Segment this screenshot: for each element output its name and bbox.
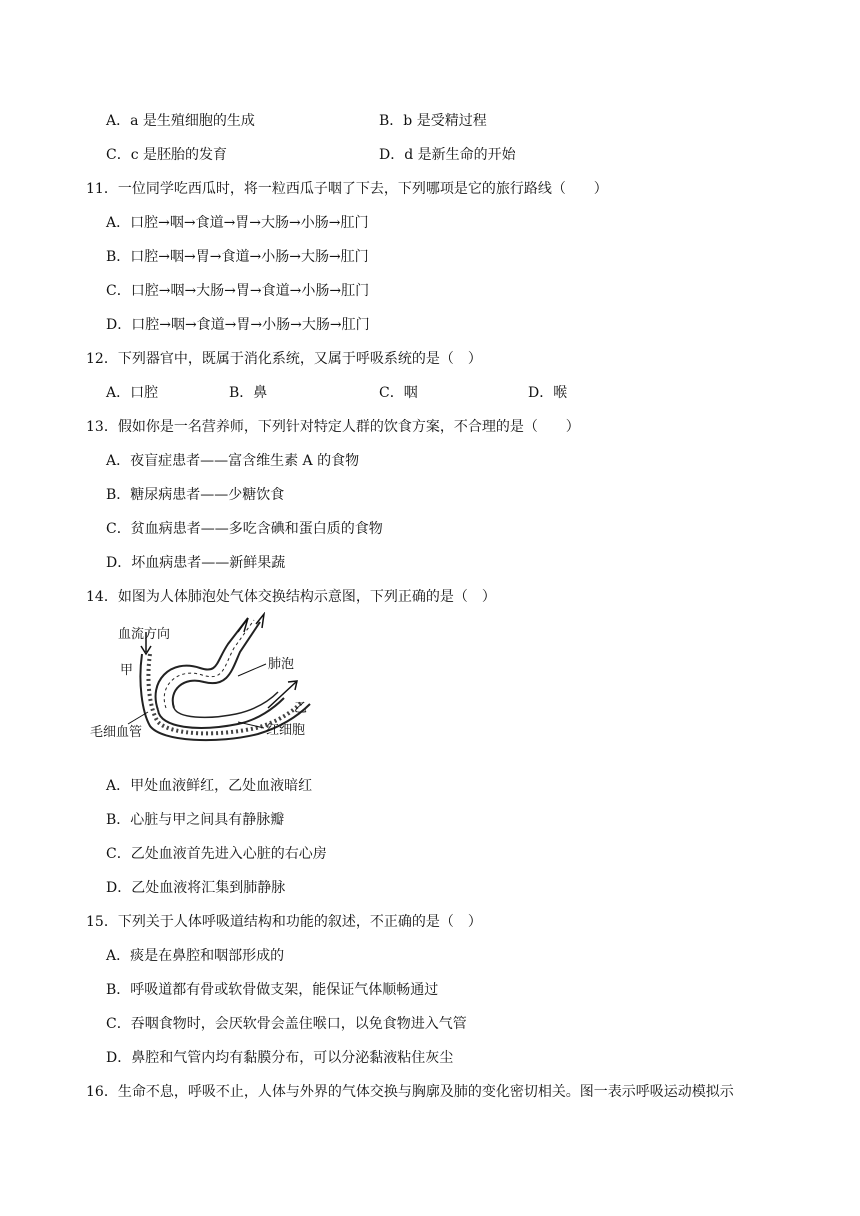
q15-option-d: D．鼻腔和气管内均有黏膜分布，可以分泌黏液粘住灰尘: [106, 1050, 454, 1066]
q15-option-b: B．呼吸道都有骨或软骨做支架，能保证气体顺畅通过: [106, 982, 439, 998]
q13-option-b: B．糖尿病患者——少糖饮食: [106, 487, 285, 503]
q12-stem: 12．下列器官中，既属于消化系统，又属于呼吸系统的是（ ）: [86, 351, 482, 367]
label-alveolus: 肺泡: [268, 657, 295, 672]
q12-option-d: D．喉: [528, 385, 568, 401]
q14-option-b: B．心脏与甲之间具有静脉瓣: [106, 812, 285, 828]
alveolus-gas-exchange-diagram: [88, 612, 320, 750]
q10-option-a: A．a 是生殖细胞的生成: [106, 113, 255, 129]
q14-stem: 14．如图为人体肺泡处气体交换结构示意图，下列正确的是（ ）: [86, 589, 496, 605]
q10-option-c: C．c 是胚胎的发育: [106, 147, 228, 163]
q11-option-c: C．口腔→咽→大肠→胃→食道→小肠→肛门: [106, 283, 370, 299]
label-blood-flow: 血流方向: [118, 627, 171, 642]
q16-stem: 16．生命不息，呼吸不止，人体与外界的气体交换与胸廓及肺的变化密切相关。图一表示呼吸运动模拟示: [86, 1084, 734, 1100]
q10-option-d: D．d 是新生命的开始: [379, 147, 516, 163]
q13-option-d: D．坏血病患者——新鲜果蔬: [106, 555, 286, 571]
q14-option-c: C．乙处血液首先进入心脏的右心房: [106, 846, 327, 862]
q11-stem: 11．一位同学吃西瓜时，将一粒西瓜子咽了下去，下列哪项是它的旅行路线（ ）: [86, 181, 608, 197]
label-capillary: 毛细血管: [90, 725, 143, 740]
q14-option-a: A．甲处血液鲜红，乙处血液暗红: [106, 778, 313, 794]
q10-option-b: B．b 是受精过程: [379, 113, 487, 129]
label-jia: 甲: [120, 663, 134, 678]
q15-stem: 15．下列关于人体呼吸道结构和功能的叙述，不正确的是（ ）: [86, 914, 482, 930]
q12-option-c: C．咽: [379, 385, 418, 401]
label-red-blood-cell: 红细胞: [266, 723, 306, 738]
q13-stem: 13．假如你是一名营养师，下列针对特定人群的饮食方案，不合理的是（ ）: [86, 419, 580, 435]
q12-option-a: A．口腔: [106, 385, 159, 401]
label-yi: 乙: [294, 701, 308, 716]
q11-option-b: B．口腔→咽→胃→食道→小肠→大肠→肛门: [106, 249, 369, 265]
q15-option-c: C．吞咽食物时，会厌软骨会盖住喉口，以免食物进入气管: [106, 1016, 467, 1032]
q11-option-d: D．口腔→咽→食道→胃→小肠→大肠→肛门: [106, 317, 370, 333]
q15-option-a: A．痰是在鼻腔和咽部形成的: [106, 948, 285, 964]
q11-option-a: A．口腔→咽→食道→胃→大肠→小肠→肛门: [106, 215, 369, 231]
q13-option-a: A．夜盲症患者——富含维生素 A 的食物: [106, 453, 360, 469]
q12-option-b: B．鼻: [229, 385, 268, 401]
q14-option-d: D．乙处血液将汇集到肺静脉: [106, 880, 286, 896]
q13-option-c: C．贫血病患者——多吃含碘和蛋白质的食物: [106, 521, 383, 537]
